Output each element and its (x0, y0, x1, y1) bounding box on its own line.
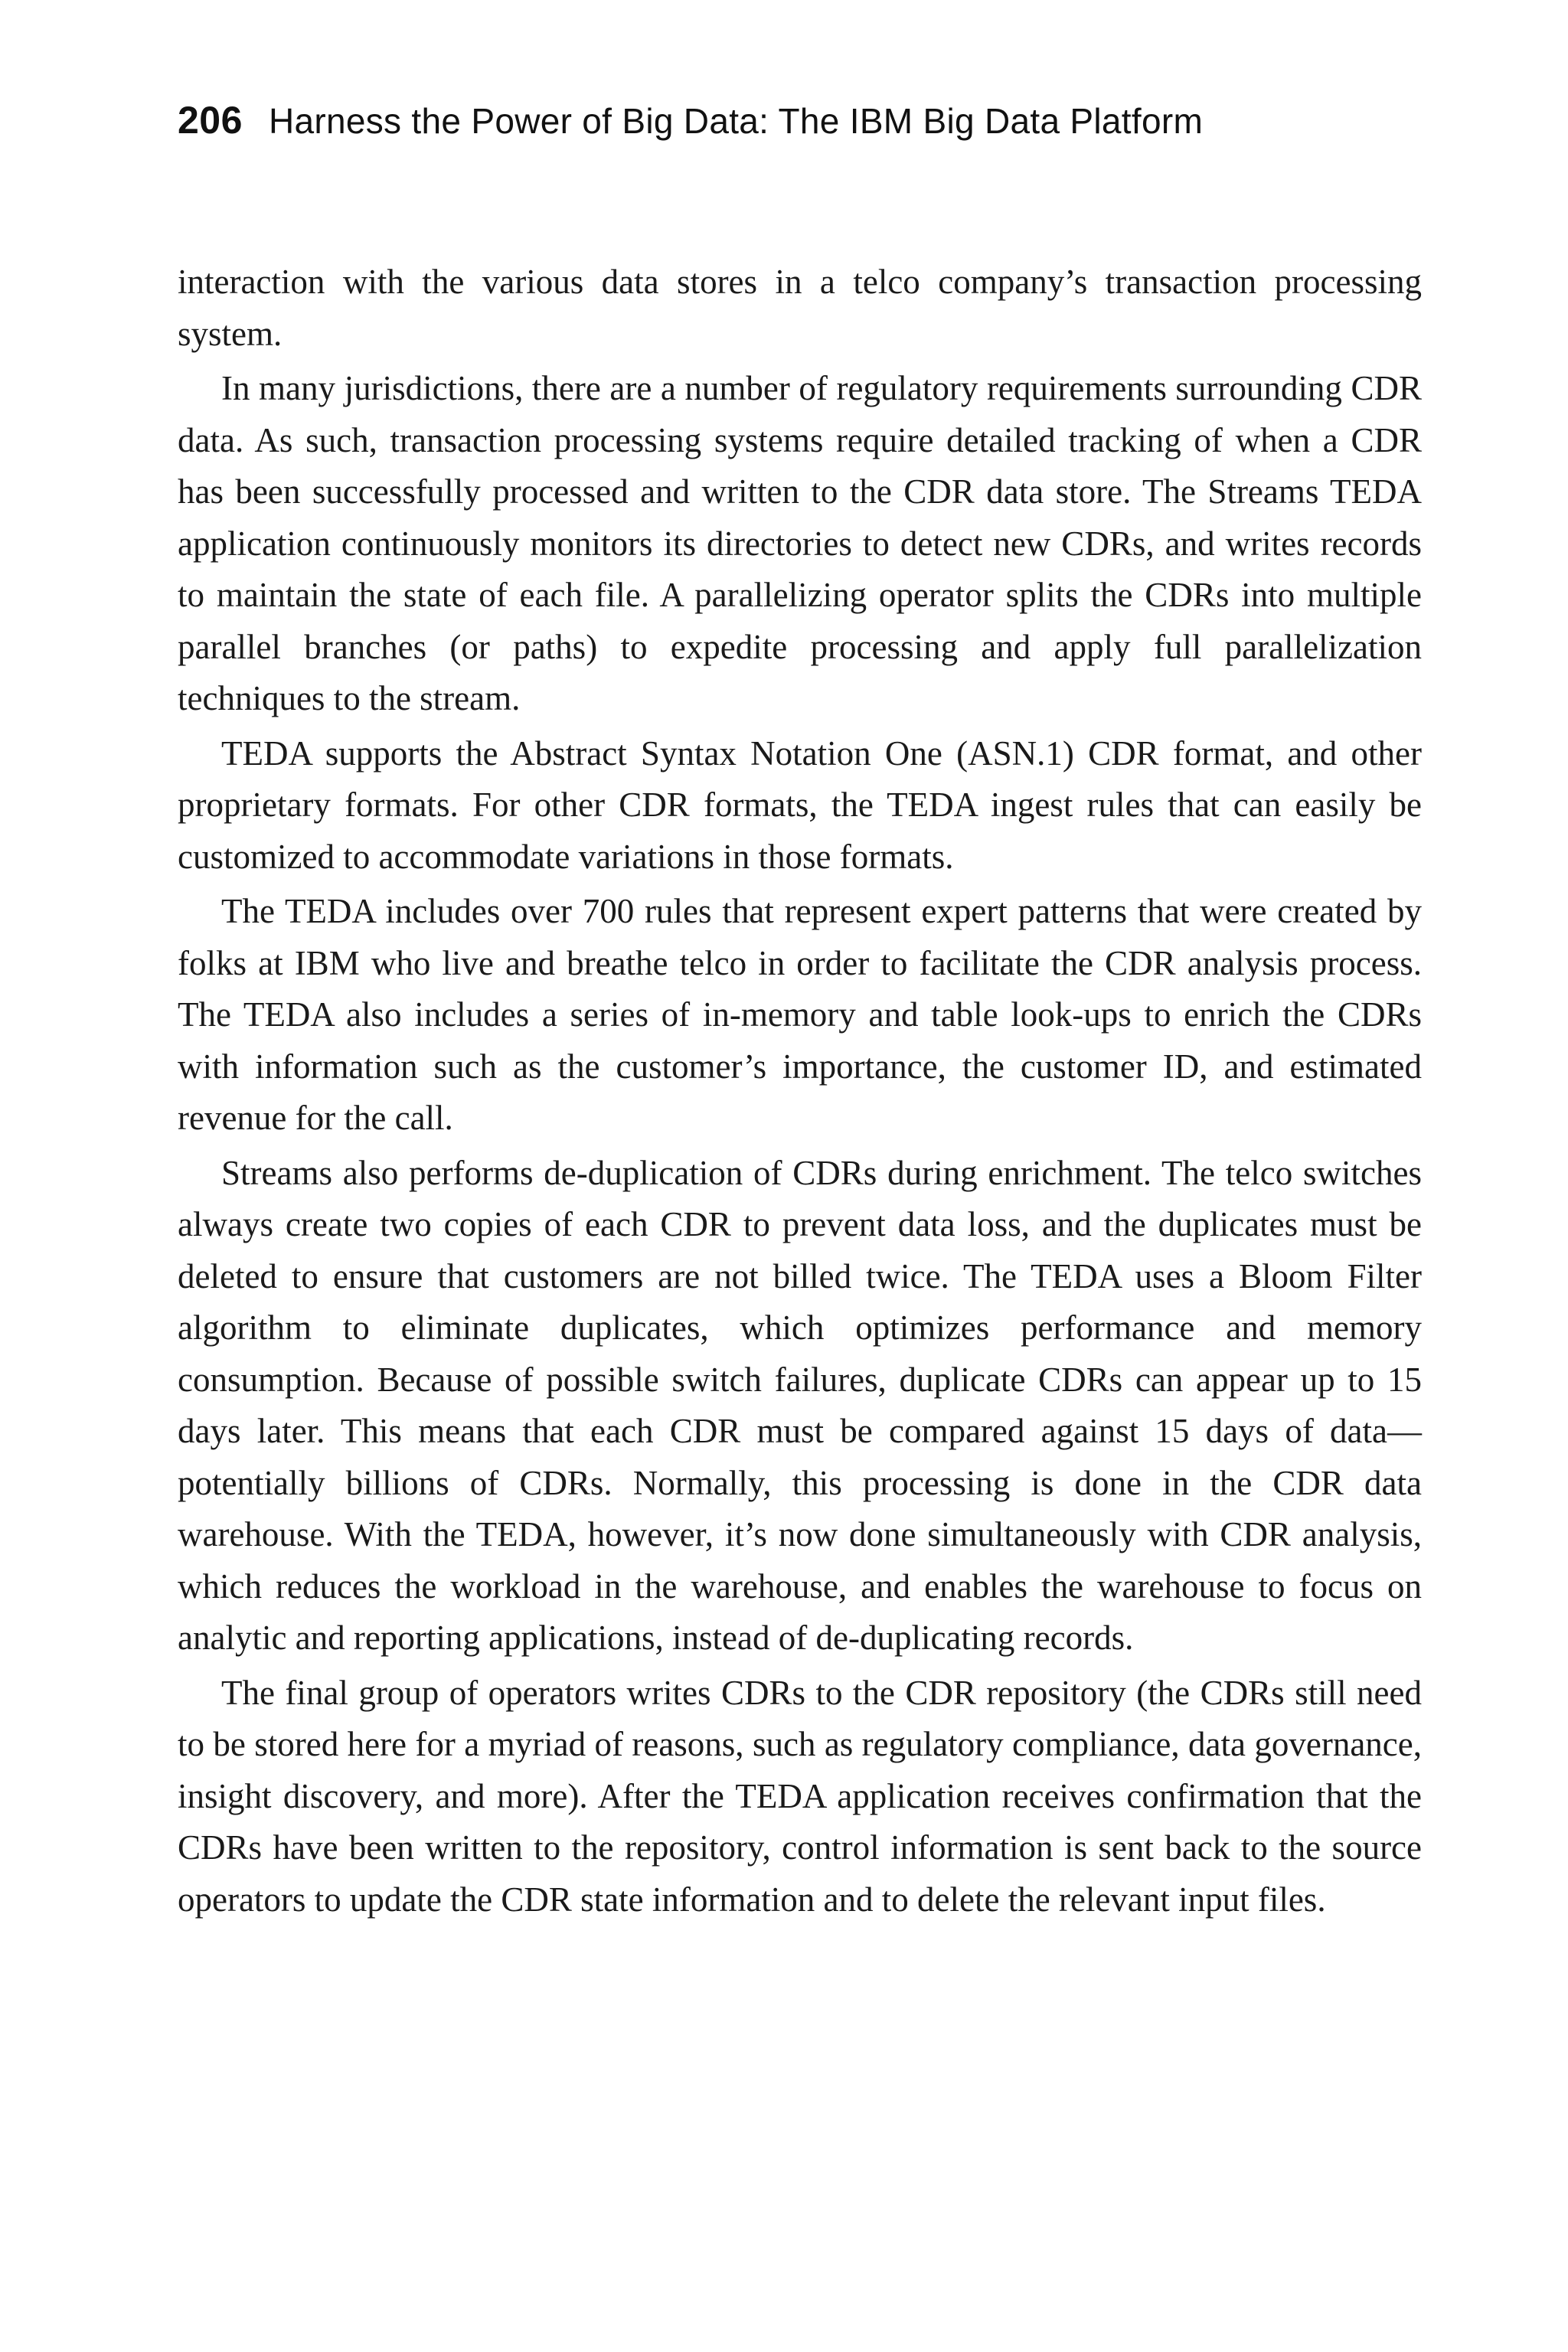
page-number: 206 (178, 99, 243, 142)
paragraph-teda-rules: The TEDA includes over 700 rules that represent expert patterns that were created by folks at IBM who live and breathe telco in order to facilitate the CDR analysis process. The TEDA also includes a series of in-memory and table look-ups to enrich the CDRs with information such as the customer’s importance, the customer ID, and estimated revenue for the call. (178, 892, 1422, 1137)
paragraph-deduplication: Streams also performs de-duplication of CDRs during enrichment. The telco switches always create two copies of each CDR to prevent data loss, and the duplicates must be deleted to ensure that customers are not billed twice. The TEDA uses a Bloom Filter algorithm to eliminate duplicates, which optimizes performance and memory consumption. Because of possible switch failures, duplicate CDRs can appear up to 15 days later. This means that each CDR must be compared against 15 days of data—potentially billions of CDRs. Normally, this processing is done in the CDR data warehouse. With the TEDA, however, it’s now done simultaneously with CDR analysis, which reduces the workload in the warehouse, and enables the warehouse to focus on analytic and reporting applications, instead of de-duplicating records. (178, 1153, 1422, 1657)
running-header (178, 98, 1203, 142)
paragraph-final-operators: The final group of operators writes CDRs to the CDR repository (the CDRs still need to be stored here for a myriad of reasons, such as regulatory compliance, data governance, insight discovery, and more). After the TEDA application receives confirmation that the CDRs have been written to the repository, control information is sent back to the source operators to update the CDR state information and to delete the relevant input files. (178, 1673, 1422, 1919)
paragraph-regulatory-requirements: In many jurisdictions, there are a number of regulatory requirements surrounding CDR data. As such, transaction processing systems require detailed tracking of when a CDR has been successfully processed and written to the CDR data store. The Streams TEDA application continuously monitors its directories to detect new CDRs, and writes records to maintain the state of each file. A parallelizing operator splits the CDRs into multiple parallel branches (or paths) to expedite processing and apply full parallelization techniques to the stream. (178, 369, 1422, 717)
paragraph-asn1-format: TEDA supports the Abstract Syntax Notation One (ASN.1) CDR format, and other proprietary formats. For other CDR formats, the TEDA ingest rules that can easily be customized to accommodate variations in those formats. (178, 733, 1422, 876)
book-title: Harness the Power of Big Data: The IBM Big Data Platform (268, 101, 1204, 141)
body-text (178, 256, 1422, 1929)
paragraph-continuation: interaction with the various data stores in a telco company’s transaction processing system. (178, 263, 1422, 353)
